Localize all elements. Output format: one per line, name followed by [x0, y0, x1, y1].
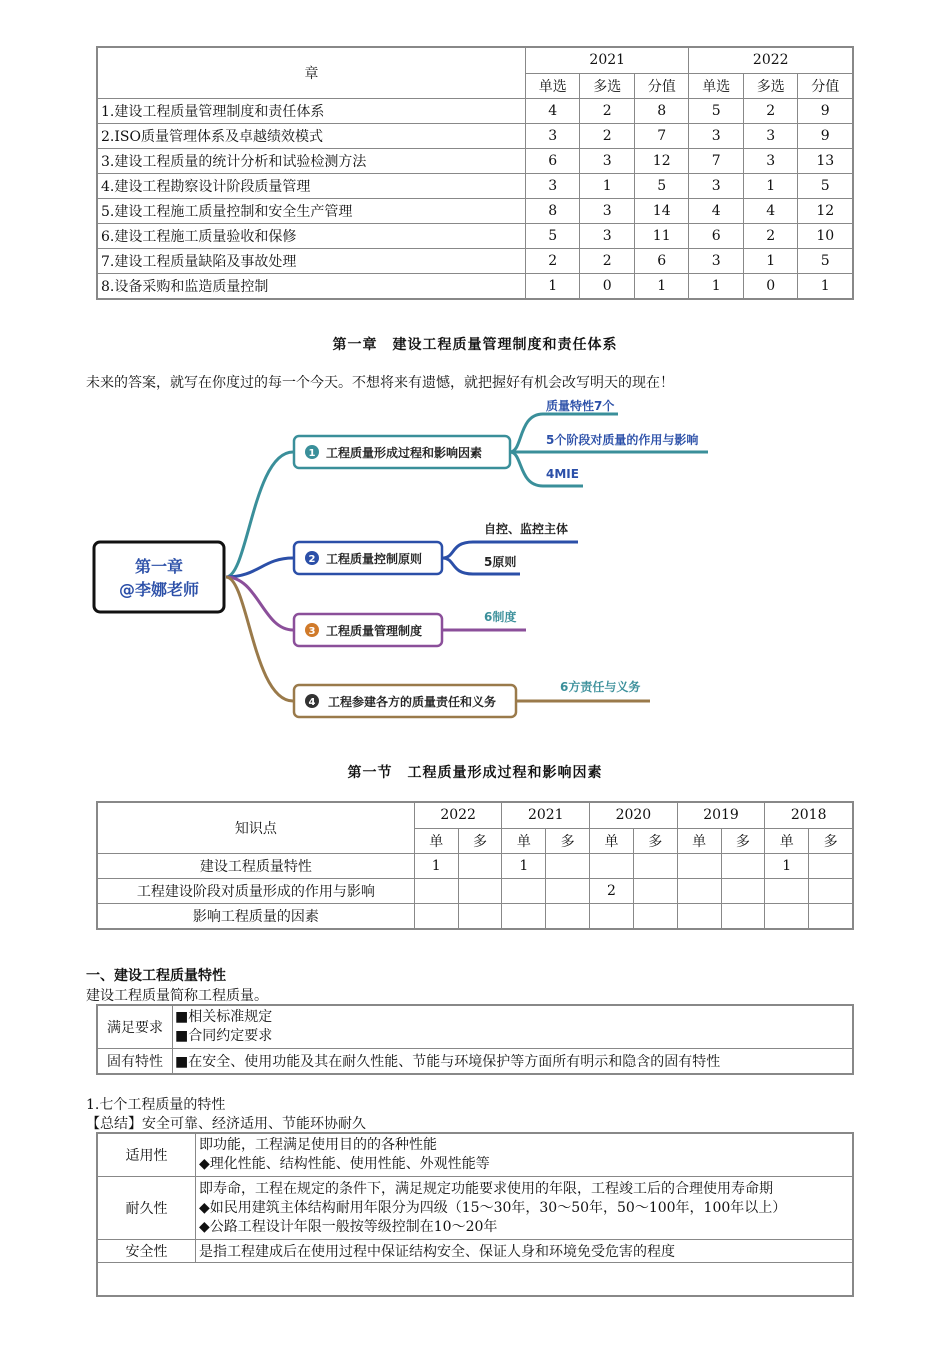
cell: 3 — [580, 224, 634, 249]
chapter-name: 6.建设工程施工质量验收和保修 — [97, 224, 525, 249]
cell — [677, 879, 721, 904]
sub-header: 单 — [502, 828, 546, 854]
cell: 3 — [525, 174, 579, 199]
cell: 5 — [798, 249, 853, 274]
content-line: ■相关标准规定 — [175, 1009, 273, 1025]
root-line1: 第一章 — [134, 557, 184, 576]
content-line: ◆理化性能、结构性能、使用性能、外观性能等 — [199, 1156, 490, 1172]
sub-header: 多选 — [580, 73, 634, 99]
cell: 9 — [798, 99, 853, 124]
row-content: ■在安全、使用功能及其在耐久性能、节能与环境保护等方面所有明示和隐含的固有特性 — [173, 1049, 854, 1075]
table-row — [97, 854, 853, 879]
table-row — [97, 904, 853, 930]
cell: 12 — [634, 149, 689, 174]
cell: 10 — [798, 224, 853, 249]
cell: 1 — [798, 274, 853, 300]
cell: 3 — [689, 249, 743, 274]
sub1-title: 1.七个工程质量的特性 — [86, 1097, 226, 1113]
sub-header: 单选 — [689, 73, 743, 99]
content-line: 即寿命，工程在规定的条件下，满足规定功能要求使用的年限，工程竣工后的合理使用寿命期 — [199, 1180, 773, 1197]
leaf-text: 4MIE — [546, 467, 579, 481]
kp-name: 影响工程质量的因素 — [97, 904, 414, 930]
row-content — [173, 1005, 854, 1049]
cell: 14 — [634, 199, 689, 224]
cell: 5 — [798, 174, 853, 199]
year-header: 2018 — [765, 802, 853, 828]
branch-1-num: 1 — [308, 448, 316, 459]
cell: 7 — [689, 149, 743, 174]
cell — [765, 879, 809, 904]
cell — [458, 854, 502, 879]
cell: 3 — [580, 149, 634, 174]
cell — [546, 904, 590, 930]
cell — [765, 904, 809, 930]
chapter-header: 章 — [97, 47, 525, 99]
cell: 2 — [743, 224, 797, 249]
branch-4-label: 工程参建各方的质量责任和义务 — [328, 695, 497, 709]
cell: 4 — [689, 199, 743, 224]
row-content: 是指工程建成后在使用过程中保证结构安全、保证人身和环境免受危害的程度 — [196, 1240, 854, 1263]
cell: 5 — [525, 224, 579, 249]
cell: 3 — [689, 124, 743, 149]
root-line2: @李娜老师 — [118, 580, 200, 599]
cell: 2 — [580, 124, 634, 149]
cell: 3 — [580, 199, 634, 224]
cell — [721, 854, 765, 879]
sub-header: 多选 — [743, 73, 797, 99]
branch-4-num: 4 — [308, 697, 316, 708]
leaf-text: 6制度 — [484, 610, 517, 624]
cell — [809, 904, 853, 930]
table-row — [97, 1049, 853, 1075]
mindmap-root — [94, 542, 224, 612]
chapter-name: 2.ISO质量管理体系及卓越绩效模式 — [97, 124, 525, 149]
cell: 3 — [743, 149, 797, 174]
kp-header: 知识点 — [97, 802, 414, 854]
cell — [458, 879, 502, 904]
row-label: 适用性 — [97, 1133, 196, 1177]
cell: 7 — [634, 124, 689, 149]
row-content — [196, 1133, 854, 1177]
cell: 3 — [525, 124, 579, 149]
table-row — [97, 1240, 853, 1263]
chapter-mindmap — [88, 392, 728, 732]
cell: 2 — [743, 99, 797, 124]
cell: 11 — [634, 224, 689, 249]
cell — [633, 879, 677, 904]
knowledge-point-table — [96, 801, 854, 930]
table-row — [97, 199, 853, 224]
sub-header: 分值 — [798, 73, 853, 99]
cell: 9 — [798, 124, 853, 149]
cell — [721, 879, 765, 904]
cell: 1 — [634, 274, 689, 300]
leaf-text: 自控、监控主体 — [484, 522, 569, 536]
sub-header: 多 — [633, 828, 677, 854]
content-line: ■合同约定要求 — [175, 1028, 273, 1044]
cell — [633, 854, 677, 879]
cell — [721, 904, 765, 930]
chapter-name: 3.建设工程质量的统计分析和试验检测方法 — [97, 149, 525, 174]
cell: 4 — [743, 199, 797, 224]
sub-header: 单 — [677, 828, 721, 854]
cell: 1 — [414, 854, 458, 879]
cell: 5 — [689, 99, 743, 124]
cell: 6 — [689, 224, 743, 249]
cell — [546, 879, 590, 904]
cell — [590, 904, 634, 930]
summary-text: 【总结】安全可靠、经济适用、节能环协耐久 — [86, 1116, 366, 1132]
table-row — [97, 1133, 853, 1177]
cell: 1 — [525, 274, 579, 300]
table-row — [97, 124, 853, 149]
cell: 6 — [525, 149, 579, 174]
part1-intro: 建设工程质量简称工程质量。 — [86, 988, 268, 1004]
chapter-name: 1.建设工程质量管理制度和责任体系 — [97, 99, 525, 124]
sub-header: 单选 — [525, 73, 579, 99]
table-row — [97, 99, 853, 124]
chapter-title: 第一章 建设工程质量管理制度和责任体系 — [332, 337, 618, 353]
table-row — [97, 274, 853, 300]
year-header: 2021 — [502, 802, 590, 828]
table-row — [97, 1005, 853, 1049]
row-label: 安全性 — [97, 1240, 196, 1263]
cell: 0 — [580, 274, 634, 300]
cell — [414, 879, 458, 904]
sub-header: 多 — [809, 828, 853, 854]
chapter-name: 8.设备采购和监造质量控制 — [97, 274, 525, 300]
section-title: 第一节 工程质量形成过程和影响因素 — [347, 765, 603, 781]
table-row — [97, 1177, 853, 1240]
cell: 12 — [798, 199, 853, 224]
cell: 1 — [689, 274, 743, 300]
sub-header: 多 — [721, 828, 765, 854]
cell — [677, 854, 721, 879]
table-row — [97, 1263, 853, 1297]
row-label: 固有特性 — [97, 1049, 173, 1075]
cell — [414, 904, 458, 930]
cell: 13 — [798, 149, 853, 174]
chapter-score-table — [96, 46, 854, 300]
empty-row — [97, 1263, 853, 1297]
row-label: 满足要求 — [97, 1005, 173, 1049]
row-content — [196, 1177, 854, 1240]
leaf-text: 5原则 — [484, 555, 517, 569]
cell — [502, 879, 546, 904]
quality-definition-table — [96, 1004, 854, 1075]
cell: 4 — [525, 99, 579, 124]
cell: 2 — [525, 249, 579, 274]
cell: 6 — [634, 249, 689, 274]
cell: 8 — [525, 199, 579, 224]
sub-header: 多 — [458, 828, 502, 854]
content-line: ◆如民用建筑主体结构耐用年限分为四级（15～30年，30～50年，50～100年，100年以上） — [199, 1199, 787, 1216]
chapter-name: 5.建设工程施工质量控制和安全生产管理 — [97, 199, 525, 224]
sub-header: 分值 — [634, 73, 689, 99]
branch-3-label: 工程质量管理制度 — [326, 624, 423, 638]
cell — [458, 904, 502, 930]
branch-3-num: 3 — [308, 626, 316, 637]
cell — [809, 854, 853, 879]
table-row — [97, 879, 853, 904]
cell — [677, 904, 721, 930]
cell: 3 — [689, 174, 743, 199]
sub-header: 单 — [590, 828, 634, 854]
table-row — [97, 224, 853, 249]
cell: 1 — [502, 854, 546, 879]
branch-2-label: 工程质量控制原则 — [326, 552, 423, 566]
kp-name: 工程建设阶段对质量形成的作用与影响 — [97, 879, 414, 904]
table-row — [97, 249, 853, 274]
part1-title: 一、建设工程质量特性 — [86, 968, 226, 984]
chapter-name: 7.建设工程质量缺陷及事故处理 — [97, 249, 525, 274]
row-label: 耐久性 — [97, 1177, 196, 1240]
table-row — [97, 149, 853, 174]
cell — [590, 854, 634, 879]
chapter-name: 4.建设工程勘察设计阶段质量管理 — [97, 174, 525, 199]
sub-header: 单 — [765, 828, 809, 854]
leaf-text: 质量特性7个 — [546, 399, 615, 413]
cell — [809, 879, 853, 904]
sub-header: 多 — [546, 828, 590, 854]
branch-1-label: 工程质量形成过程和影响因素 — [326, 446, 483, 460]
cell — [633, 904, 677, 930]
cell: 1 — [743, 174, 797, 199]
connector-4 — [226, 577, 293, 701]
content-line: ◆公路工程设计年限一般按等级控制在10～20年 — [199, 1218, 498, 1235]
year-header: 2022 — [414, 802, 502, 828]
kp-name: 建设工程质量特性 — [97, 854, 414, 879]
cell: 1 — [743, 249, 797, 274]
cell: 3 — [743, 124, 797, 149]
cell: 2 — [580, 99, 634, 124]
motto-text: 未来的答案，就写在你度过的每一个今天。不想将来有遗憾，就把握好有机会改写明天的现在！ — [86, 375, 674, 391]
cell: 2 — [590, 879, 634, 904]
cell: 8 — [634, 99, 689, 124]
content-line: 即功能，工程满足使用目的的各种性能 — [199, 1137, 437, 1153]
sub-header: 单 — [414, 828, 458, 854]
leaf-text: 5个阶段对质量的作用与影响 — [546, 433, 699, 447]
quality-characteristics-table — [96, 1132, 854, 1297]
year-header: 2020 — [590, 802, 678, 828]
table-row — [97, 174, 853, 199]
year-2021-header: 2021 — [525, 47, 689, 73]
year-header: 2019 — [677, 802, 765, 828]
branch-2-num: 2 — [308, 554, 316, 565]
cell: 0 — [743, 274, 797, 300]
cell: 1 — [580, 174, 634, 199]
year-2022-header: 2022 — [689, 47, 853, 73]
cell — [546, 854, 590, 879]
cell: 1 — [765, 854, 809, 879]
cell — [502, 904, 546, 930]
cell: 2 — [580, 249, 634, 274]
leaf-text: 6方责任与义务 — [560, 680, 641, 694]
cell: 5 — [634, 174, 689, 199]
